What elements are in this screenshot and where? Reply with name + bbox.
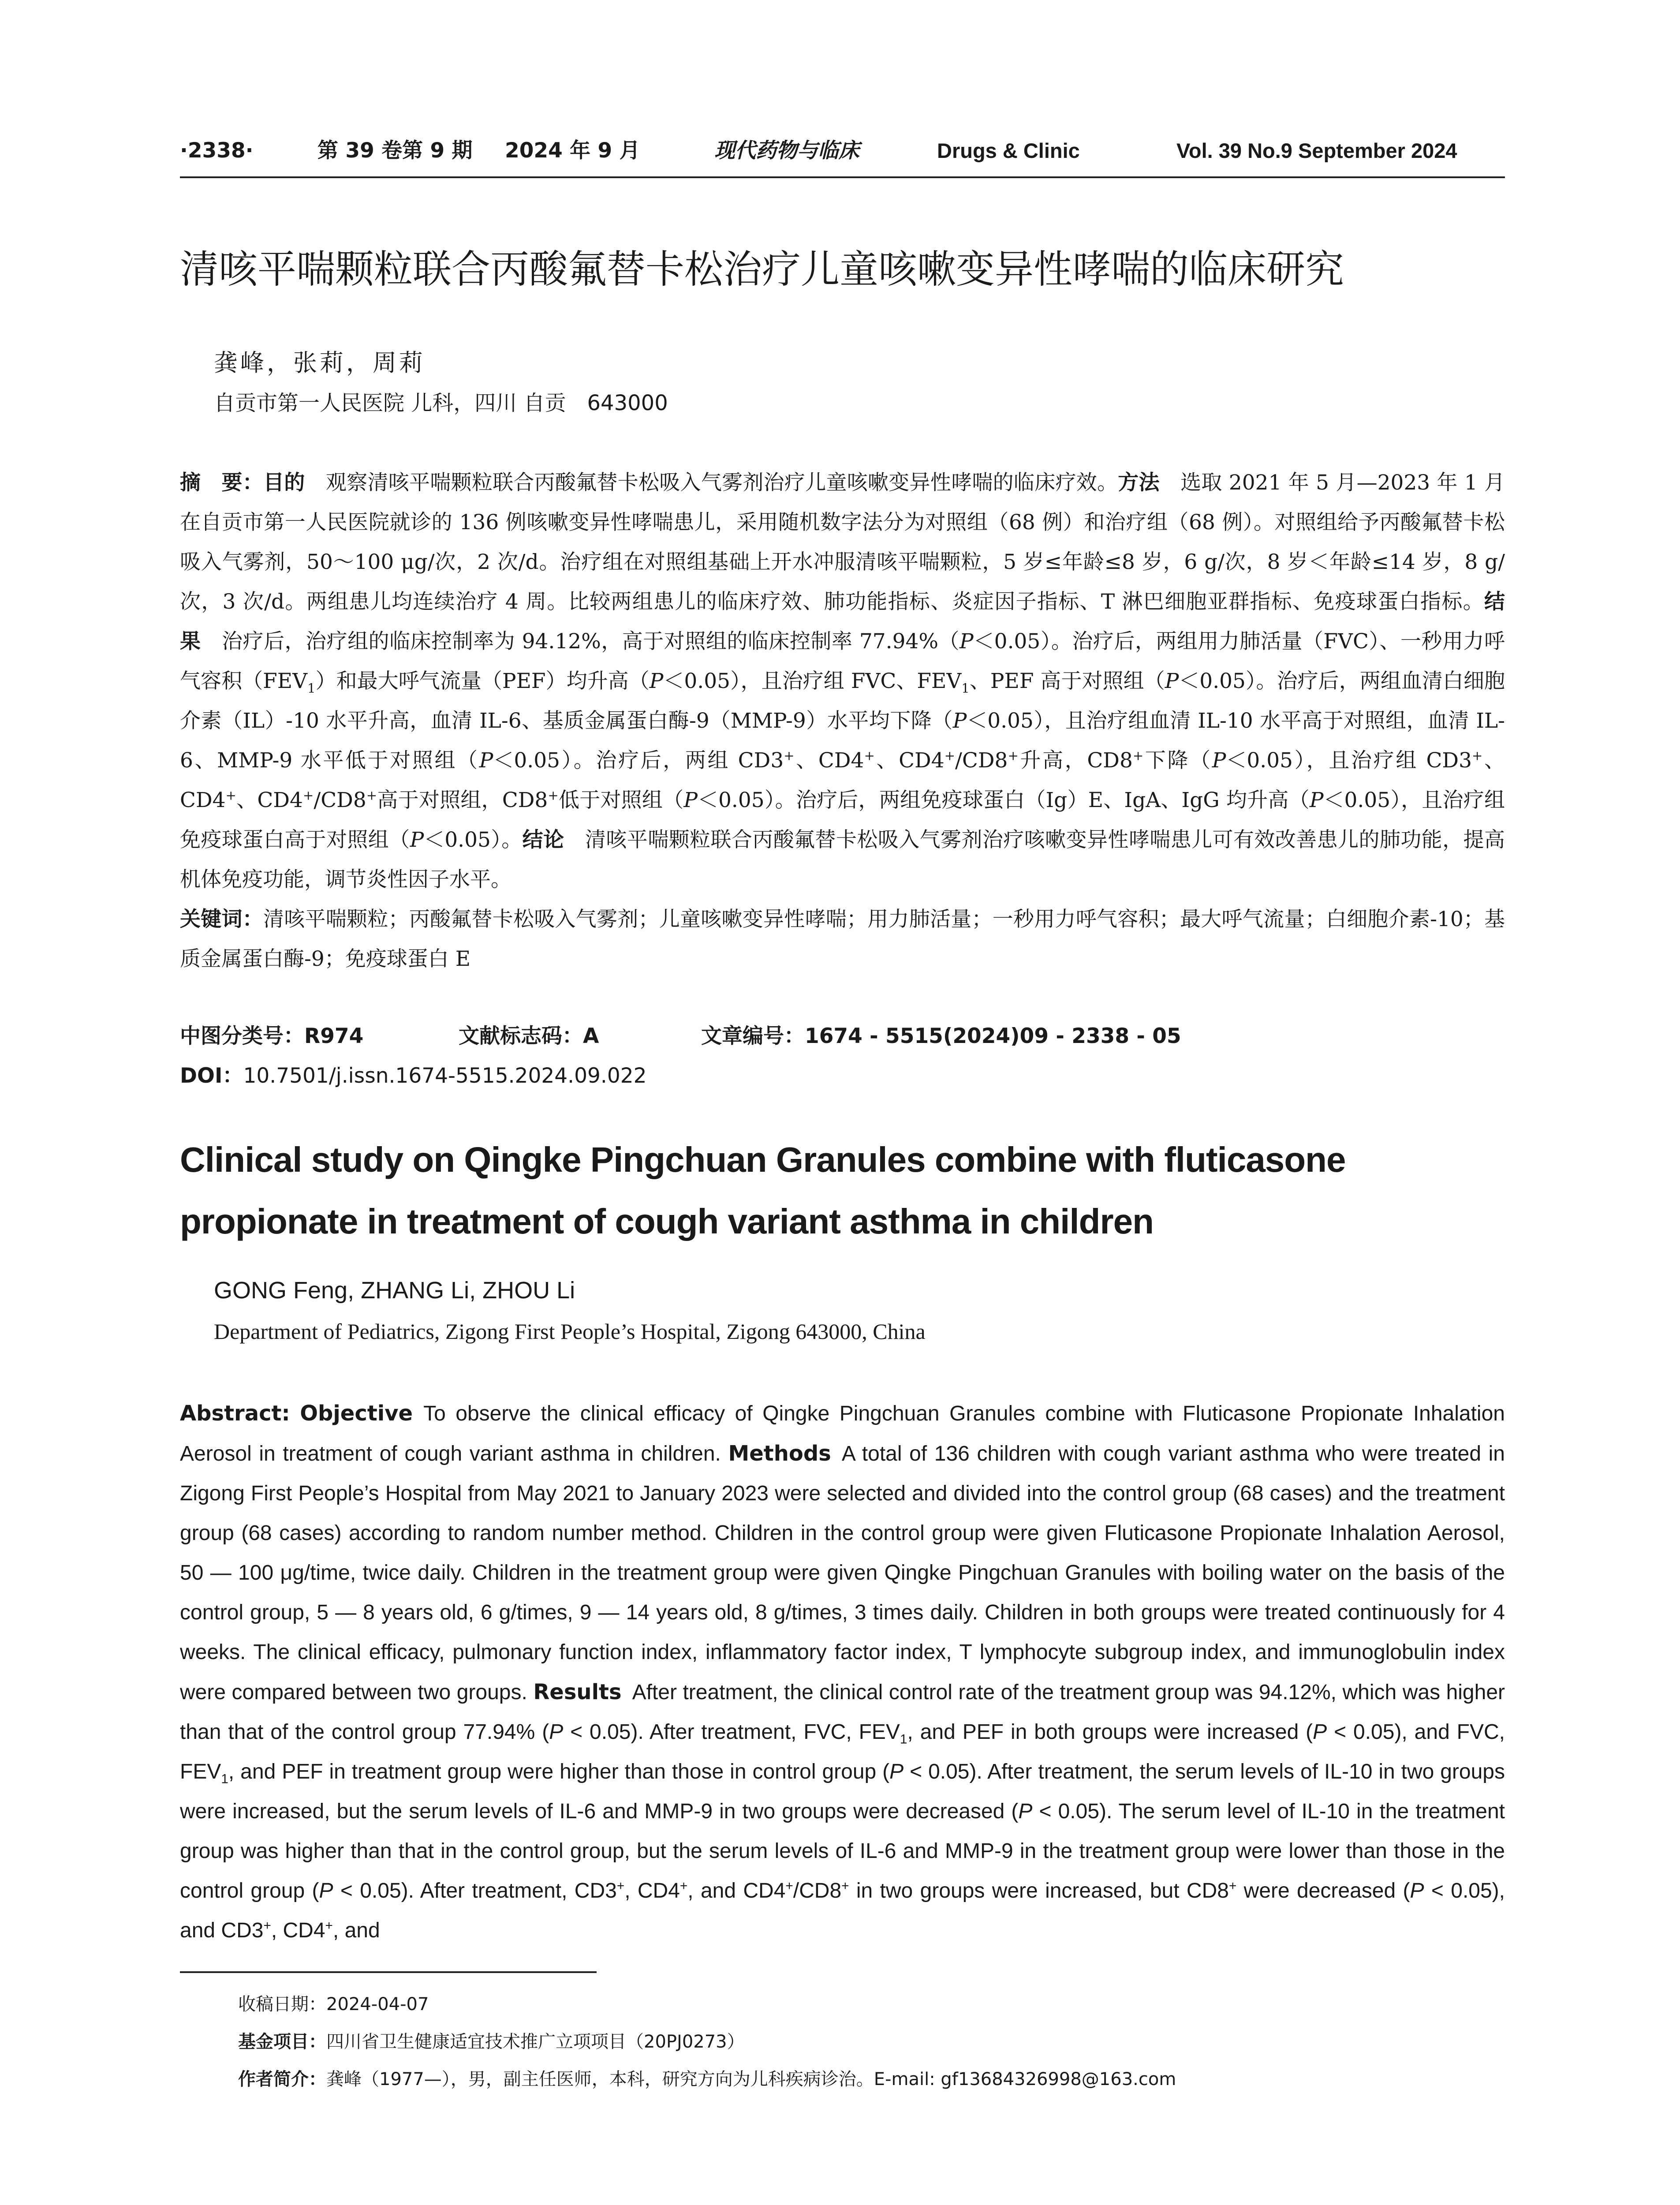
page-number: ·2338·	[180, 138, 254, 163]
doi-line	[180, 1056, 647, 1096]
results-cn-text: 、CD4	[180, 748, 1505, 812]
results-cn-text: 升高，CD8	[1018, 748, 1133, 773]
p-symbol: P	[479, 748, 493, 773]
document-code-text: 文献标志码：A	[459, 1024, 599, 1048]
superscript: +	[302, 788, 314, 803]
abstract-label-cn: 摘 要：	[180, 471, 264, 495]
p-symbol: P	[410, 828, 424, 852]
methods-label-en: Methods	[728, 1441, 831, 1466]
superscript: +	[1132, 748, 1144, 763]
keywords-cn: 清咳平喘颗粒；丙酸氟替卡松吸入气雾剂；儿童咳嗽变异性哮喘；用力肺活量；一秒用力呼气容积；最大呼气流量；白细胞介素-10；基质金属蛋白酶-9；免疫球蛋白 E	[180, 907, 1505, 971]
superscript: +	[1008, 748, 1019, 763]
objective-cn: 观察清咳平喘颗粒联合丙酸氟替卡松吸入气雾剂治疗儿童咳嗽变异性哮喘的临床疗效。	[325, 471, 1118, 495]
results-label-cn: 结果	[180, 590, 1505, 654]
p-symbol: P	[1018, 1800, 1033, 1823]
clc-number: 中图分类号：R974	[180, 1024, 364, 1048]
journal-name-cn: 现代药物与临床	[714, 138, 859, 163]
p-symbol: P	[319, 1879, 333, 1902]
header-rule	[180, 176, 1505, 178]
p-symbol: P	[1410, 1879, 1424, 1902]
methods-cn: 选取 2021 年 5 月—2023 年 1 月在自贡市第一人民医院就诊的 136 例咳嗽变异性哮喘患儿，采用随机数字法分为对照组（68 例）和治疗组（68 例）。对照组给予丙酸氟替卡松吸入气雾剂，50～100 μg/次，2 次/d。治疗组在对照组基础上开水冲服清咳平喘颗粒，5 岁≤年龄≤8 岁，6 g/次，8 岁＜年龄≤14 岁，8 g/次，3 次/d。两组患儿均连续治疗 4 周。比较两组患儿的临床疗效、肺功能指标、炎症因子指标、T 淋巴细胞亚群指标、免疫球蛋白指标。	[180, 471, 1505, 614]
received-date: 收稿日期：2024-04-07	[238, 1994, 429, 2014]
author-bio	[238, 2070, 1176, 2088]
results-cn-text: ＜0.05），且治疗组 CD3	[1226, 748, 1472, 773]
objective-label-cn: 目的	[263, 471, 305, 495]
subscript: 1	[900, 1732, 907, 1747]
affiliation-en: Department of Pediatrics, Zigong First People’s Hospital, Zigong 643000, China	[214, 1319, 926, 1344]
results-cn-text: ＜0.05）。治疗后，两组 CD3	[493, 748, 784, 773]
results-label-en: Results	[533, 1680, 622, 1704]
p-symbol: P	[952, 709, 967, 733]
objective-en: To observe the clinical efficacy of Qingke Pingchuan Granules combine with Fluticasone Propionate Inhalation Aerosol in treatment of cough variant asthma in children.	[180, 1402, 1505, 1465]
results-cn-text: ＜0.05）。治疗后，两组血清白细胞介素（IL）-10 水平升高，血清 IL-6、基质金属蛋白酶-9（MMP-9）水平均下降（	[180, 669, 1505, 733]
abstract-cn	[180, 463, 1505, 979]
fund-text: 四川省卫生健康适宜技术推广立项项目（20PJ0273）	[326, 2032, 745, 2052]
bio-label: 作者简介：	[238, 2069, 326, 2089]
keywords-label-cn: 关键词：	[180, 907, 264, 931]
issue-cn: 第 39 卷第 9 期	[317, 138, 473, 163]
results-cn-text: 低于对照组（	[558, 788, 684, 812]
results-en-text: < 0.05). After treatment, FVC, FEV	[563, 1720, 900, 1744]
p-symbol: P	[959, 629, 974, 654]
results-cn-text: ＜0.05）。治疗后，两组免疫球蛋白（Ig）E、IgA、IgG 均升高（	[698, 788, 1310, 812]
title-en: Clinical study on Qingke Pingchuan Granules combine with fluticasone propionate in treatment of cough variant asthma in children	[180, 1140, 1346, 1241]
bio-text: 龚峰（1977—），男，副主任医师，本科，研究方向为儿科疾病诊治。E-mail: gf13684326998@163.com	[326, 2069, 1176, 2089]
results-cn-text: /CD8	[955, 748, 1008, 773]
superscript: +	[864, 748, 875, 763]
methods-label-cn: 方法	[1118, 471, 1160, 495]
date-cn: 2024 年 9 月	[505, 138, 640, 163]
p-symbol: P	[1313, 1720, 1327, 1744]
classification-line	[180, 1017, 363, 1056]
subscript: 1	[221, 1771, 228, 1786]
volume-en: Vol. 39 No.9 September 2024	[1176, 139, 1457, 162]
superscript: +	[944, 748, 956, 763]
authors-cn: 龚峰，张莉，周莉	[214, 349, 426, 377]
p-symbol: P	[683, 788, 698, 812]
superscript: +	[784, 748, 795, 763]
results-cn-text: 治疗后，治疗组的临床控制率为 94.12%，高于对照组的临床控制率 77.94%（	[221, 629, 960, 654]
superscript: +	[1472, 748, 1483, 763]
results-en-text: , CD4	[624, 1879, 680, 1902]
results-en-text: < 0.05). After treatment, CD3	[333, 1879, 617, 1902]
results-en-text: < 0.05). After treatment, the serum levels of IL-10 in two groups were increased, but the serum levels of IL-6 and MMP-9 in two groups were decreased (	[180, 1760, 1505, 1823]
results-cn-text: 、CD4	[794, 748, 864, 773]
p-symbol: P	[1309, 788, 1324, 812]
results-cn-text: ＜0.05）。	[424, 828, 523, 852]
results-en-text: /CD8	[793, 1879, 842, 1902]
results-cn-text: ＜0.05），且治疗组免疫球蛋白高于对照组（	[180, 788, 1505, 852]
affiliation-cn: 自贡市第一人民医院 儿科，四川 自贡 643000	[214, 391, 668, 415]
results-en-text: , and PEF in treatment group were higher than those in control group (	[228, 1760, 890, 1783]
results-cn-text: ）和最大呼气流量（PEF）均升高（	[315, 669, 650, 693]
footnote-rule	[180, 1971, 597, 1973]
results-cn-text: 下降（	[1143, 748, 1212, 773]
superscript: +	[548, 788, 559, 803]
results-en-text: , CD4	[271, 1919, 325, 1942]
superscript: +	[679, 1879, 688, 1893]
superscript: +	[1228, 1879, 1237, 1893]
results-cn-text: 高于对照组，CD8	[377, 788, 548, 812]
abstract-en	[180, 1394, 1505, 1951]
superscript: +	[616, 1879, 625, 1893]
doi-link[interactable]: 10.7501/j.issn.1674-5515.2024.09.022	[243, 1064, 647, 1088]
article-number-text: 文章编号：1674 - 5515(2024)09 - 2338 - 05	[701, 1024, 1181, 1048]
results-en-text: in two groups were increased, but CD8	[849, 1879, 1229, 1902]
fund-label: 基金项目：	[238, 2032, 326, 2052]
results-en-text: < 0.05). The serum level of IL-10 in the treatment group was higher than that in the control group, but the serum levels of IL-6 and MMP-9 in the treatment group were lower than those in the control group (	[180, 1800, 1505, 1902]
superscript: +	[325, 1918, 333, 1933]
objective-label-en: Objective	[300, 1401, 413, 1426]
document-code	[459, 1017, 599, 1056]
results-cn-text: ＜0.05），且治疗组血清 IL-10 水平高于对照组，血清 IL-6、MMP-9 水平低于对照组（	[180, 709, 1505, 773]
authors-en: GONG Feng, ZHANG Li, ZHOU Li	[214, 1277, 575, 1304]
doi-label: DOI：	[180, 1064, 243, 1088]
results-en-text: , and CD4	[687, 1879, 786, 1902]
p-symbol: P	[649, 669, 664, 693]
results-en-text: < 0.05), and CD3	[180, 1879, 1505, 1942]
methods-en: A total of 136 children with cough variant asthma who were treated in Zigong First People’s Hospital from May 2021 to January 2023 were selected and divided into the control group (68 cases) and the treatment group (68 cases) according to random number method. Children in the control group were given Fluticasone Propionate Inhalation Aerosol, 50 — 100 μg/time, twice daily. Children in the treatment group were given Qingke Pingchuan Granules with boiling water on the basis of the control group, 5 — 8 years old, 6 g/times, 9 — 14 years old, 8 g/times, 3 times daily. Children in both groups were treated continuously for 4 weeks. The clinical efficacy, pulmonary function index, inflammatory factor index, T lymphocyte subgroup index, and immunoglobulin index were compared between two groups.	[180, 1442, 1505, 1704]
results-cn-text: ＜0.05），且治疗组 FVC、FEV	[663, 669, 962, 693]
results-cn-text: /CD8	[314, 788, 366, 812]
superscript: +	[841, 1879, 849, 1893]
conclusion-cn: 清咳平喘颗粒联合丙酸氟替卡松吸入气雾剂治疗咳嗽变异性哮喘患儿可有效改善患儿的肺功能，提高机体免疫功能，调节炎性因子水平。	[180, 828, 1505, 892]
results-cn-text: 、CD4	[236, 788, 303, 812]
conclusion-label-cn: 结论	[522, 828, 564, 852]
results-en-text: < 0.05), and FVC, FEV	[180, 1720, 1505, 1783]
p-symbol: P	[1212, 748, 1226, 773]
fund-line	[238, 2033, 745, 2051]
results-en-text: After treatment, the clinical control rate of the treatment group was 94.12%, which was higher than that of the control group 77.94% (	[180, 1681, 1505, 1744]
results-en-text: were decreased (	[1236, 1879, 1410, 1902]
superscript: +	[785, 1879, 793, 1893]
results-cn-text: ＜0.05）。治疗后，两组用力肺活量（FVC）、一秒用力呼气容积（FEV	[180, 629, 1505, 693]
results-cn-text: 、PEF 高于对照组（	[969, 669, 1165, 693]
journal-name-en: Drugs & Clinic	[937, 139, 1080, 162]
subscript: 1	[307, 680, 316, 696]
p-symbol: P	[889, 1760, 904, 1783]
superscript: +	[263, 1918, 271, 1933]
title-cn: 清咳平喘颗粒联合丙酸氟替卡松治疗儿童咳嗽变异性哮喘的临床研究	[180, 247, 1344, 292]
p-symbol: P	[1165, 669, 1179, 693]
results-cn-text: 、CD4	[874, 748, 945, 773]
superscript: +	[366, 788, 377, 803]
results-en-text: , and	[332, 1919, 380, 1942]
results-en-text: , and PEF in both groups were increased (	[907, 1720, 1313, 1744]
superscript: +	[225, 788, 236, 803]
p-symbol: P	[549, 1720, 564, 1744]
subscript: 1	[961, 680, 970, 696]
article-number	[701, 1017, 1181, 1056]
abstract-label-en: Abstract:	[180, 1401, 290, 1426]
